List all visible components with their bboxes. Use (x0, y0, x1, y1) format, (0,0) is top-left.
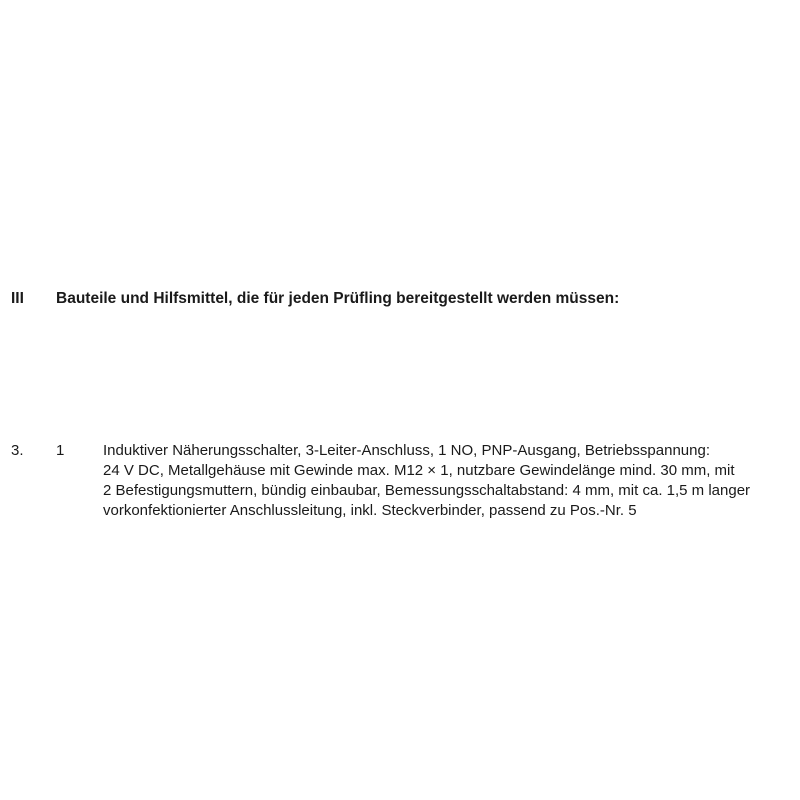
item-description-line: Induktiver Näherungsschalter, 3-Leiter-Anschluss, 1 NO, PNP-Ausgang, Betriebsspannung: (103, 442, 710, 459)
item-description-line: 2 Befestigungsmuttern, bündig einbaubar, Bemessungsschaltabstand: 4 mm, mit ca. 1,5 m langer (103, 482, 751, 499)
item-description-line: vorkonfektionierter Anschlussleitung, inkl. Steckverbinder, passend zu Pos.-Nr. 5 (103, 502, 637, 519)
item-description (103, 441, 793, 521)
item-position: 3. (11, 442, 24, 459)
section-number: III (11, 290, 24, 307)
section-title: Bauteile und Hilfsmittel, die für jeden Prüfling bereitgestellt werden müssen: (56, 290, 620, 307)
item-description-line: 24 V DC, Metallgehäuse mit Gewinde max. M12 × 1, nutzbare Gewindelänge mind. 30 mm, mit (103, 462, 735, 479)
item-quantity: 1 (56, 442, 65, 459)
